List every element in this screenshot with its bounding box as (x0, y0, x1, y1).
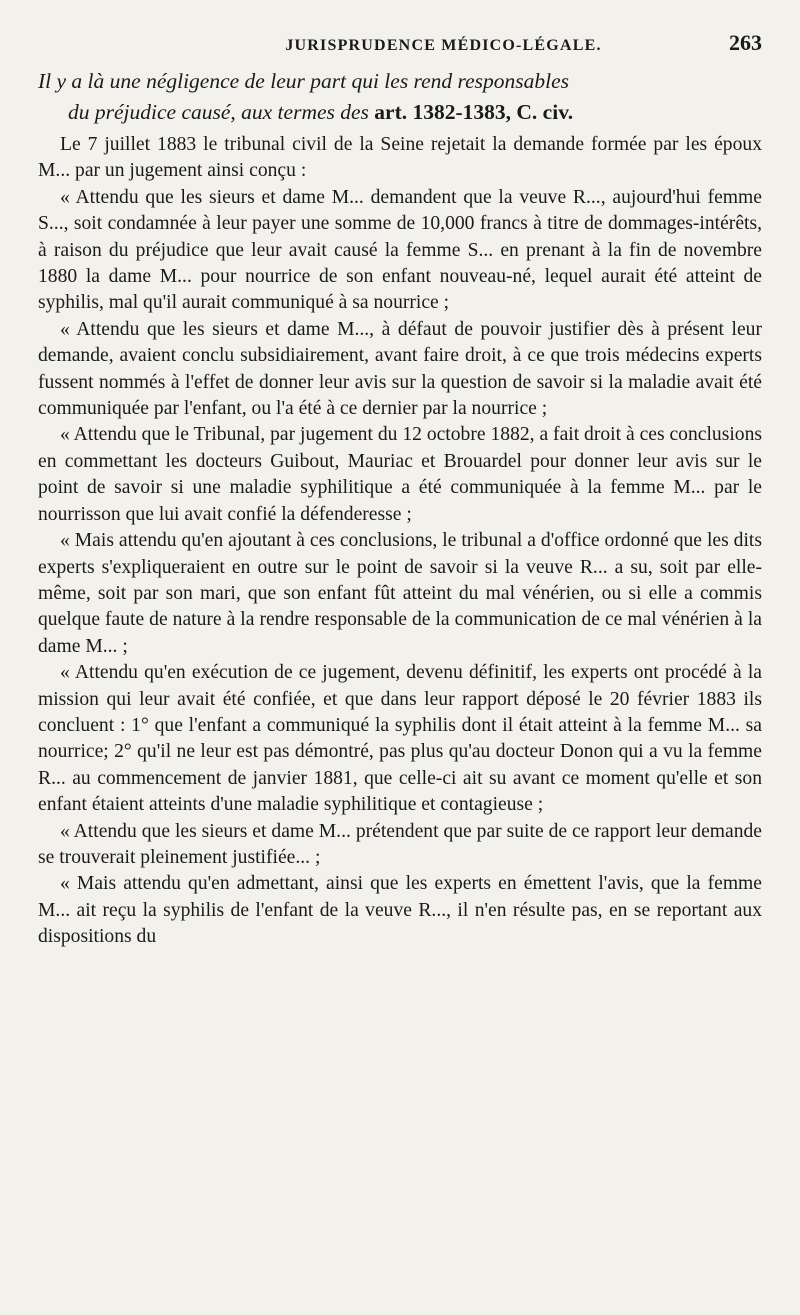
paragraph-8: « Mais attendu qu'en admettant, ainsi que les experts en émettent l'avis, que la femme M... ait reçu la syphilis de l'enfant de la veuve R..., il n'en résulte pas, en se reportant aux dispositions du (38, 873, 762, 948)
paragraph-7: « Attendu que les sieurs et dame M... prétendent que par suite de ce rapport leur demande se trouverait pleinement justifiée... ; (38, 820, 762, 868)
page-header (38, 30, 762, 66)
lead-line-1: Il y a là une négligence de leur part qui les rend responsables (38, 69, 570, 93)
paragraph-1: Le 7 juillet 1883 le tribunal civil de la Seine rejetait la demande formée par les époux M... par un jugement ainsi conçu : (38, 134, 762, 182)
paragraph-6: « Attendu qu'en exécution de ce jugement, devenu définitif, les experts ont procédé à la mission qui leur avait été confiée, et que dans leur rapport déposé le 20 février 1883 ils concluent : 1° que l'enfant a communiqué la syphilis dont il était atteint à la femme M... sa nourrice; 2° qu'il ne leur est pas démontré, pas plus qu'au docteur Donon qui a vu la femme R... au commencement de janvier 1881, que celle-ci ait su avant ce moment qu'elle et son enfant étaient atteints d'une maladie syphilitique et contagieuse ; (38, 662, 762, 816)
lead-sentence (38, 66, 762, 128)
running-head: JURISPRUDENCE MÉDICO-LÉGALE. (285, 37, 602, 54)
lead-line-2: du préjudice causé, aux termes des (68, 100, 369, 124)
paragraph-2: « Attendu que les sieurs et dame M... demandent que la veuve R..., aujourd'hui femme S..., soit condamnée à leur payer une somme de 10,000 francs à titre de dommages-intérêts, à raison du préjudice que leur avait causé la femme S... en prenant à la fin de novembre 1880 la dame M... pour nourrice de son enfant nouveau-né, lequel aurait été atteint de syphilis, mal qu'il aurait communiqué à sa nourrice ; (38, 186, 762, 314)
paragraph-5: « Mais attendu qu'en ajoutant à ces conclusions, le tribunal a d'office ordonné que les dits experts s'expliqueraient en outre sur le point de savoir si la veuve R... a su, soit par elle-même, soit par son mari, que son enfant fût atteint du mal vénérien, ou si elle a commis quelque faute de nature à la rendre responsable de la communication de ce mal vénérien à la dame M... ; (38, 530, 762, 657)
book-page (38, 30, 762, 1300)
lead-articles: art. 1382-1383, C. civ. (374, 100, 574, 124)
paragraph-4: « Attendu que le Tribunal, par jugement du 12 octobre 1882, a fait droit à ces conclusions en commettant les docteurs Guibout, Mauriac et Brouardel pour donner leur avis sur le point de savoir si une maladie syphilitique a été communiquée à la femme M... par le nourrisson que lui avait confié la défenderesse ; (38, 424, 762, 525)
page-number: 263 (729, 30, 762, 55)
paragraph-3: « Attendu que les sieurs et dame M..., à défaut de pouvoir justifier dès à présent leur demande, avaient conclu subsidiairement, avant faire droit, à ce que trois médecins experts fussent nommés à l'effet de donner leur avis sur la question de savoir si la maladie avait été communiquée par l'enfant, ou l'a été à ce dernier par la nourrice ; (38, 318, 762, 420)
